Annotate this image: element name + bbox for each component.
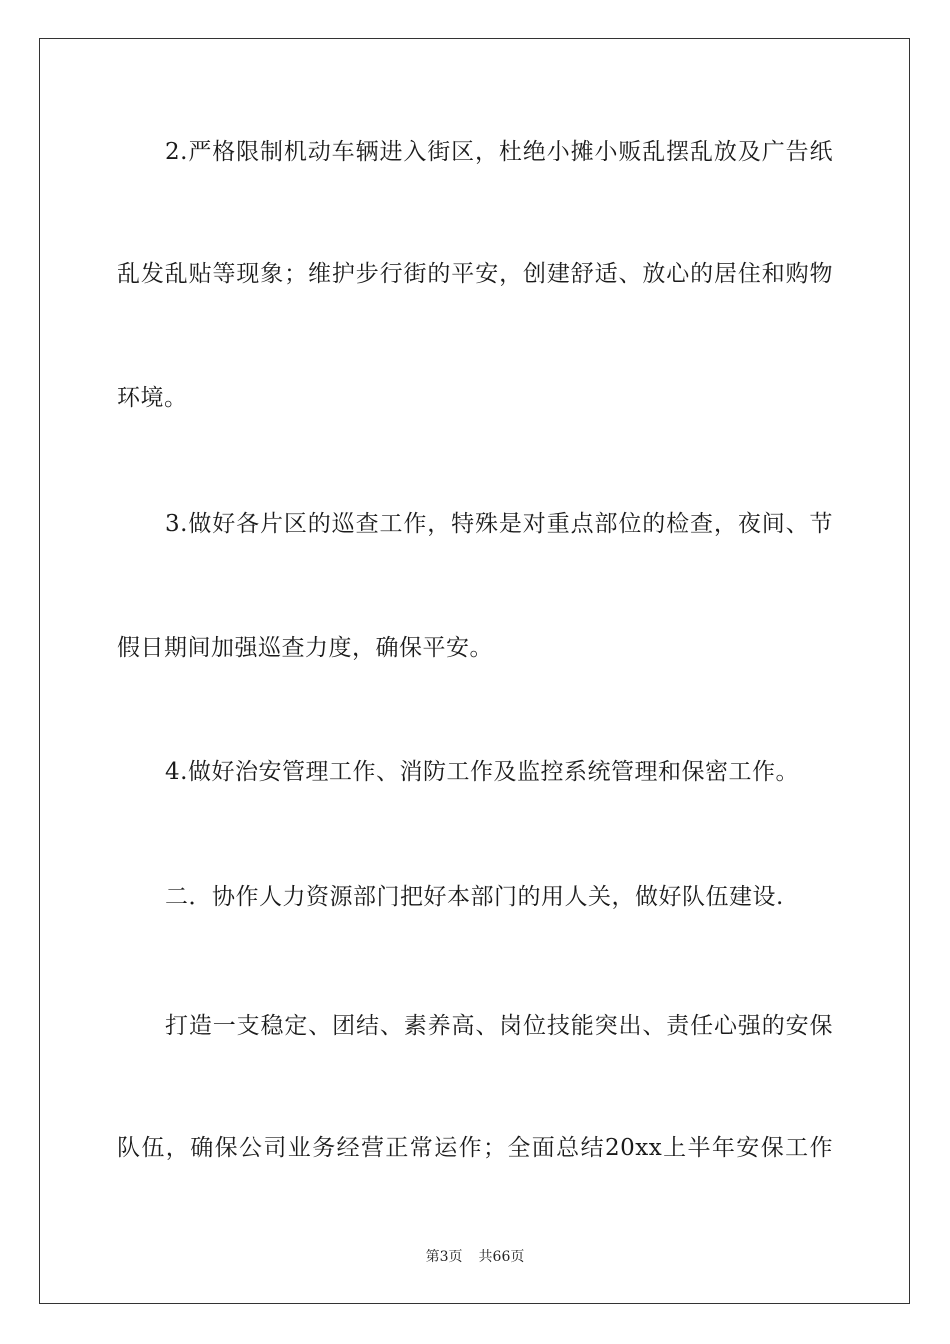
paragraph-line: 3.做好各片区的巡查工作，特殊是对重点部位的检查，夜间、节 <box>165 511 833 537</box>
paragraph-line: 队伍，确保公司业务经营正常运作；全面总结20xx上半年安保工作 <box>117 1135 833 1161</box>
paragraph-line: 二．协作人力资源部门把好本部门的用人关，做好队伍建设. <box>165 884 784 910</box>
page-border <box>39 38 910 1304</box>
page-footer <box>0 1247 950 1267</box>
paragraph-line: 假日期间加强巡查力度，确保平安。 <box>117 635 493 661</box>
paragraph-line: 乱发乱贴等现象；维护步行街的平安，创建舒适、放心的居住和购物 <box>117 261 833 287</box>
paragraph-line: 2.严格限制机动车辆进入街区，杜绝小摊小贩乱摆乱放及广告纸 <box>165 139 833 165</box>
page-total: 共66页 <box>478 1249 525 1265</box>
paragraph-line: 4.做好治安管理工作、消防工作及监控系统管理和保密工作。 <box>165 759 799 785</box>
paragraph-line: 环境。 <box>117 385 188 411</box>
page-number: 第3页 <box>425 1249 463 1265</box>
paragraph-line: 打造一支稳定、团结、素养高、岗位技能突出、责任心强的安保 <box>165 1013 833 1039</box>
